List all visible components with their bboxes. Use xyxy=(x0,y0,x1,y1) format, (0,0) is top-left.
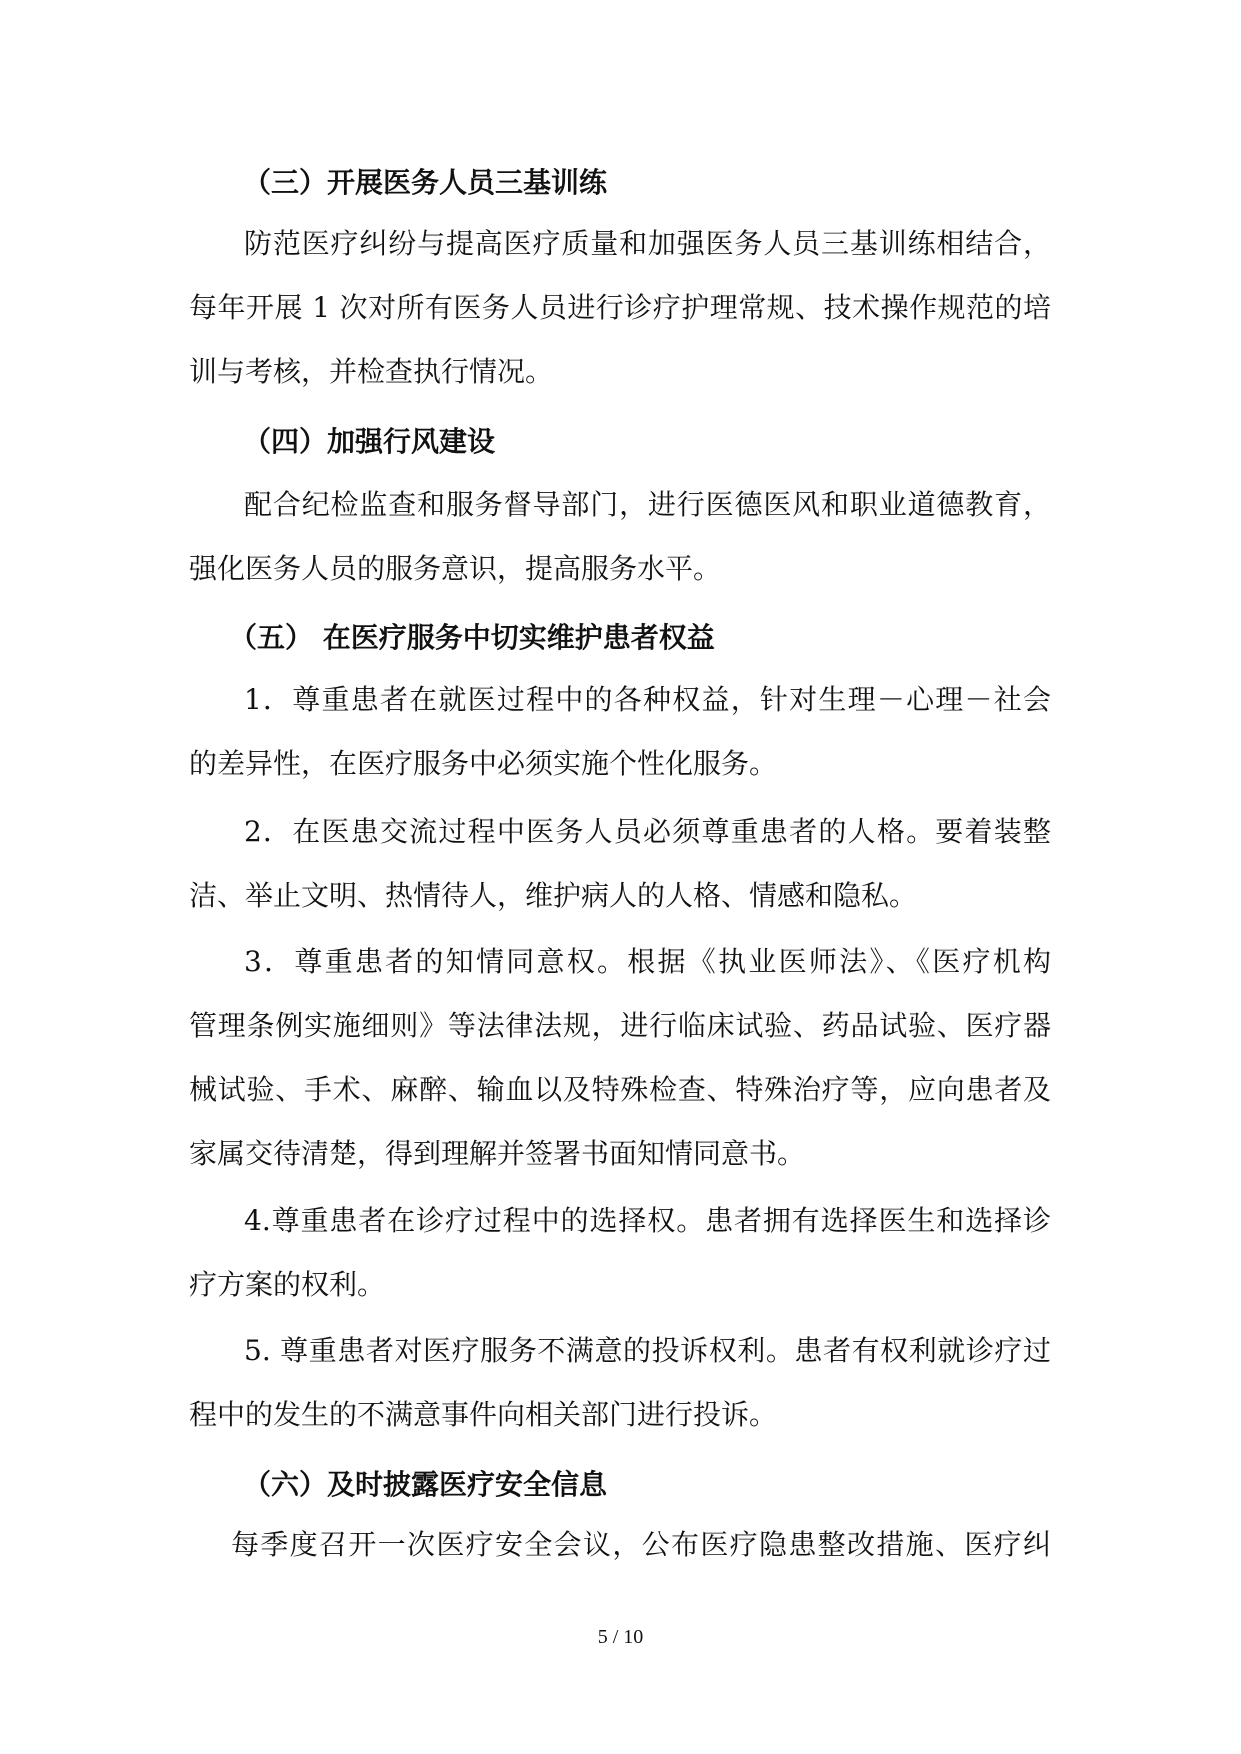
paragraph-line: 洁、举止文明、热情待人，维护病人的人格、情感和隐私。 xyxy=(189,879,918,912)
paragraph-line: 械试验、手术、麻醉、输血以及特殊检查、特殊治疗等，应向患者及 xyxy=(189,1073,1051,1106)
paragraph-line: 疗方案的权利。 xyxy=(189,1268,386,1301)
paragraph-line: 3．尊重患者的知情同意权。根据《执业医师法》、《医疗机构 xyxy=(244,945,1051,978)
page-number: 5 / 10 xyxy=(597,1626,644,1648)
paragraph-line: 的差异性，在医疗服务中必须实施个性化服务。 xyxy=(189,747,778,780)
section-heading-4: （四）加强行风建设 xyxy=(243,425,496,458)
paragraph-line: 家属交待清楚，得到理解并签署书面知情同意书。 xyxy=(189,1137,806,1170)
paragraph-line: 每季度召开一次医疗安全会议，公布医疗隐患整改措施、医疗纠 xyxy=(231,1528,1051,1561)
paragraph-line: 强化医务人员的服务意识，提高服务水平。 xyxy=(189,552,722,585)
section-5-item-5 xyxy=(189,1319,1051,1447)
paragraph-line: 4.尊重患者在诊疗过程中的选择权。患者拥有选择医生和选择诊 xyxy=(244,1204,1051,1237)
section-4-paragraph xyxy=(189,473,1051,601)
paragraph-line: 防范医疗纠纷与提高医疗质量和加强医务人员三基训练相结合， xyxy=(244,227,1051,260)
section-heading-3: （三）开展医务人员三基训练 xyxy=(243,166,608,199)
paragraph-line: 管理条例实施细则》等法律法规，进行临床试验、药品试验、医疗器 xyxy=(189,1009,1051,1042)
section-heading-6: （六）及时披露医疗安全信息 xyxy=(243,1468,608,1501)
paragraph-line: 2．在医患交流过程中医务人员必须尊重患者的人格。要着装整 xyxy=(244,815,1051,848)
paragraph-line: 训与考核，并检查执行情况。 xyxy=(189,355,554,388)
paragraph-line: 5. 尊重患者对医疗服务不满意的投诉权利。患者有权利就诊疗过 xyxy=(244,1334,1051,1367)
section-6-paragraph xyxy=(189,1513,1051,1577)
paragraph-line: 每年开展 1 次对所有医务人员进行诊疗护理常规、技术操作规范的培 xyxy=(189,291,1051,324)
paragraph-line: 1．尊重患者在就医过程中的各种权益，针对生理－心理－社会 xyxy=(244,683,1051,716)
section-heading-5: （五） 在医疗服务中切实维护患者权益 xyxy=(229,621,715,654)
section-3-paragraph xyxy=(189,212,1051,404)
section-5-item-2 xyxy=(189,800,1051,928)
section-5-item-4 xyxy=(189,1189,1051,1317)
section-5-item-3 xyxy=(189,930,1051,1186)
section-5-item-1 xyxy=(189,668,1051,796)
paragraph-line: 程中的发生的不满意事件向相关部门进行投诉。 xyxy=(189,1398,778,1431)
paragraph-line: 配合纪检监查和服务督导部门，进行医德医风和职业道德教育， xyxy=(244,488,1051,521)
